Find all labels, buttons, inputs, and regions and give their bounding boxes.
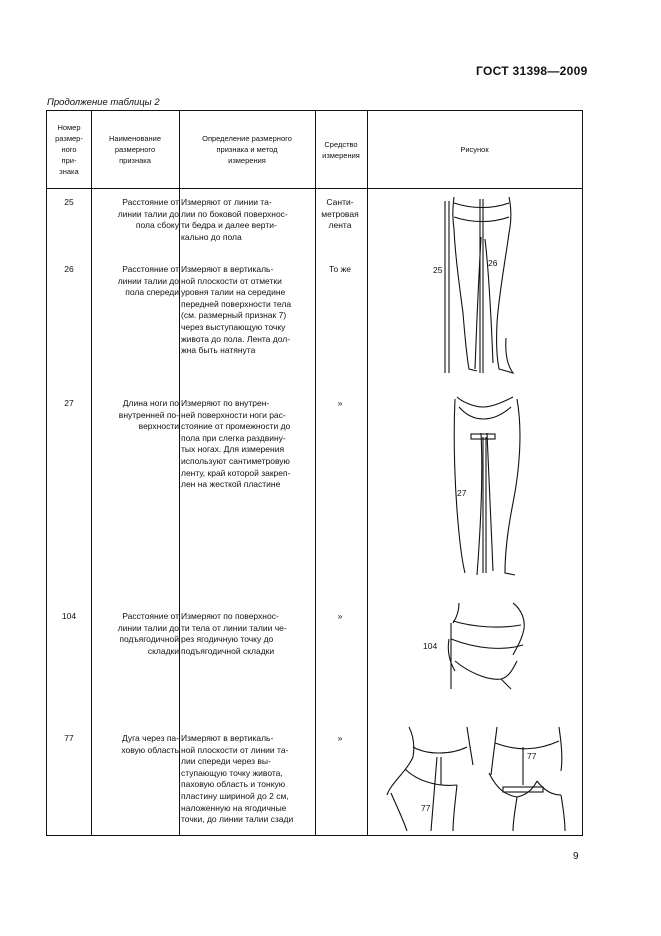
page-number: 9 <box>573 851 579 862</box>
figure-inner-leg-length <box>443 393 543 583</box>
column-divider <box>179 111 180 835</box>
row-27-definition: Измеряют по внутрен- ней поверхности ноги рас- стояние от промежности до пола при слегка раздвину- тых ногах. Для измерения используют сантиметровую ленту, край которой закреп- лен на жесткой пластине <box>181 398 291 490</box>
figure-label-25: 25 <box>433 265 443 275</box>
row-27-number: 27 <box>64 398 74 408</box>
row-25-name: Расстояние от линии талии до пола сбоку <box>117 197 179 231</box>
row-104-number: 104 <box>61 611 77 621</box>
header-number: Номер размер- ного при- знака <box>55 123 83 176</box>
row-77-number: 77 <box>64 733 74 743</box>
header-figure: Рисунок <box>460 145 489 154</box>
column-divider <box>91 111 92 835</box>
row-77-tool: » <box>337 733 343 743</box>
header-tool: Средство измерения <box>322 139 360 160</box>
header-name: Наименование размерного признака <box>109 134 161 165</box>
row-77-definition: Измеряют в вертикаль- ной плоскости от линии та- лии спереди через вы- ступающую точку живота, паховую область и тонкую пластину шириной до 2 см, наложенную на ягодичные точки, до линии талии сзади <box>181 733 294 825</box>
figure-waist-to-gluteal-fold <box>417 599 537 699</box>
row-25-number: 25 <box>64 197 74 207</box>
table-caption: Продолжение таблицы 2 <box>47 97 160 108</box>
header-divider <box>47 188 582 189</box>
row-27-tool: » <box>337 398 343 408</box>
figure-label-77-front: 77 <box>421 803 431 813</box>
row-104-name: Расстояние от линии талии до подъягодичной складки <box>117 611 179 656</box>
row-104-tool: » <box>337 611 343 621</box>
row-27-name: Длина ноги по внутренней по- верхности <box>118 398 179 432</box>
header-definition: Определение размерного признака и метод измерения <box>202 134 292 165</box>
measurement-table <box>46 110 583 836</box>
figure-label-104: 104 <box>423 641 438 651</box>
row-26-number: 26 <box>64 264 74 274</box>
row-77-name: Дуга через па- ховую область <box>121 733 179 755</box>
figure-waist-to-floor <box>427 193 527 383</box>
row-26-name: Расстояние от линии талии до пола спереди <box>117 264 179 298</box>
figure-label-27: 27 <box>457 488 467 498</box>
row-104-definition: Измеряют по поверхнос- ти тела от линии талии че- рез ягодичную точку до подъягодичной складки <box>181 611 287 656</box>
column-divider <box>367 111 368 835</box>
row-25-definition: Измеряют от линии та- лии по боковой поверхнос- ти бедра и далее верти- кально до пола <box>181 197 288 242</box>
row-26-definition: Измеряют в вертикаль- ной плоскости от отметки уровня талии на середине передней поверхности тела (см. размерный признак 7) через выступающую точку живота до пола. Лента дол- жна быть натянута <box>181 264 292 356</box>
figure-crotch-arc <box>377 723 577 835</box>
row-26-tool: То же <box>328 264 352 274</box>
row-25-tool: Санти- метровая лента <box>321 197 359 231</box>
figure-label-77-back: 77 <box>527 751 537 761</box>
standard-designation: ГОСТ 31398—2009 <box>476 64 588 78</box>
figure-label-26: 26 <box>488 258 498 268</box>
